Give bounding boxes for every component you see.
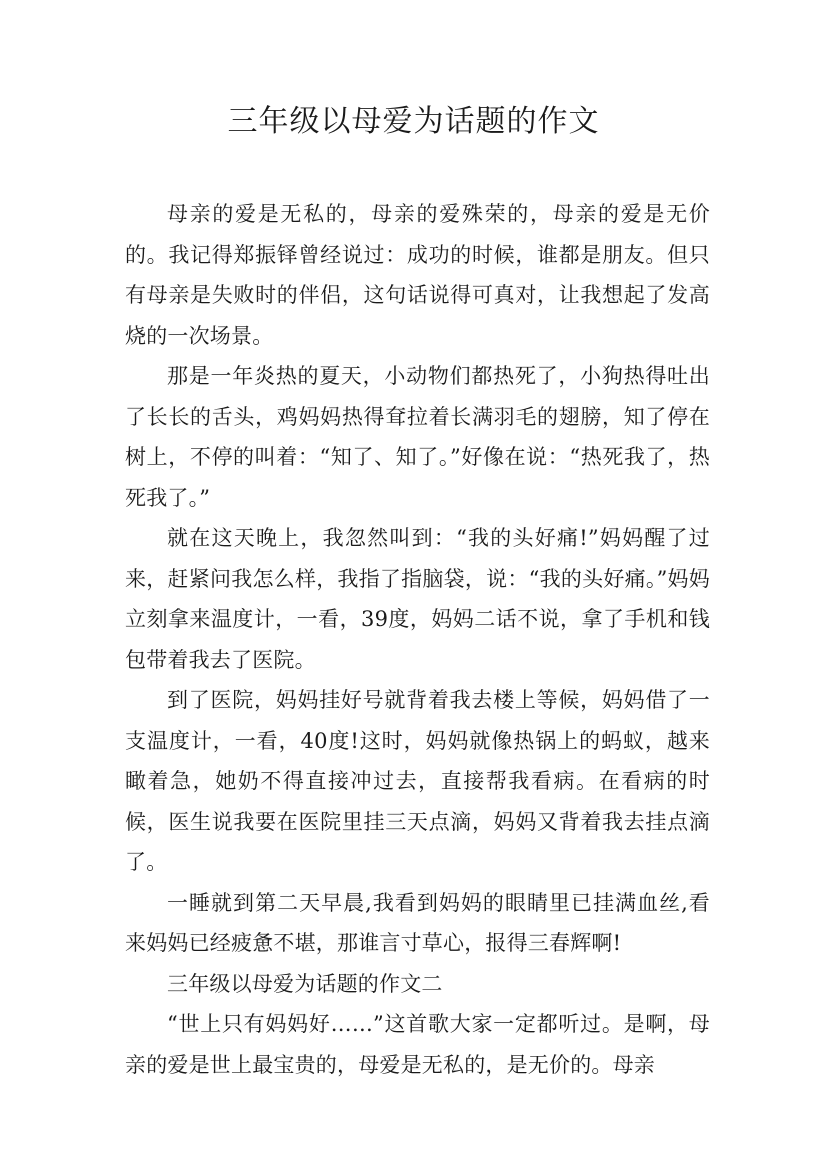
document-body [125,194,710,1085]
paragraph-6: “世上只有妈妈好……”这首歌大家一定都听过。是啊，母亲的爱是世上最宝贵的，母爱是无私的，是无价的。母亲 [125,1012,710,1077]
section-heading-2: 三年级以母爱为话题的作文二 [167,971,443,996]
document-title: 三年级以母爱为话题的作文 [227,104,600,139]
paragraph-2: 那是一年炎热的夏天，小动物们都热死了，小狗热得吐出了长长的舌头，鸡妈妈热得耷拉着长满羽毛的翅膀，知了停在树上，不停的叫着：“知了、知了。”好像在说：“热死我了，热死我了。” [125,364,710,510]
paragraph-4: 到了医院，妈妈挂好号就背着我去楼上等候，妈妈借了一支温度计，一看，40度!这时，妈妈就像热锅上的蚂蚁，越来瞰着急，她奶不得直接冲过去，直接帮我看病。在看病的时候，医生说我要在医院里挂三天点滴，妈妈又背着我去挂点滴了。 [125,688,710,874]
paragraph-5: 一睡就到第二天早晨,我看到妈妈的眼睛里已挂满血丝,看来妈妈已经疲惫不堪，那谁言寸草心，报得三春辉啊! [125,890,710,955]
paragraph-1: 母亲的爱是无私的，母亲的爱殊荣的，母亲的爱是无价的。我记得郑振铎曾经说过：成功的时候，谁都是朋友。但只有母亲是失败时的伴侣，这句话说得可真对，让我想起了发高烧的一次场景。 [125,202,710,348]
paragraph-3: 就在这天晚上，我忽然叫到：“我的头好痛!”妈妈醒了过来，赶紧问我怎么样，我指了指脑袋，说：“我的头好痛。”妈妈立刻拿来温度计，一看，39度，妈妈二话不说，拿了手机和钱包带着我去了医院。 [125,526,710,672]
